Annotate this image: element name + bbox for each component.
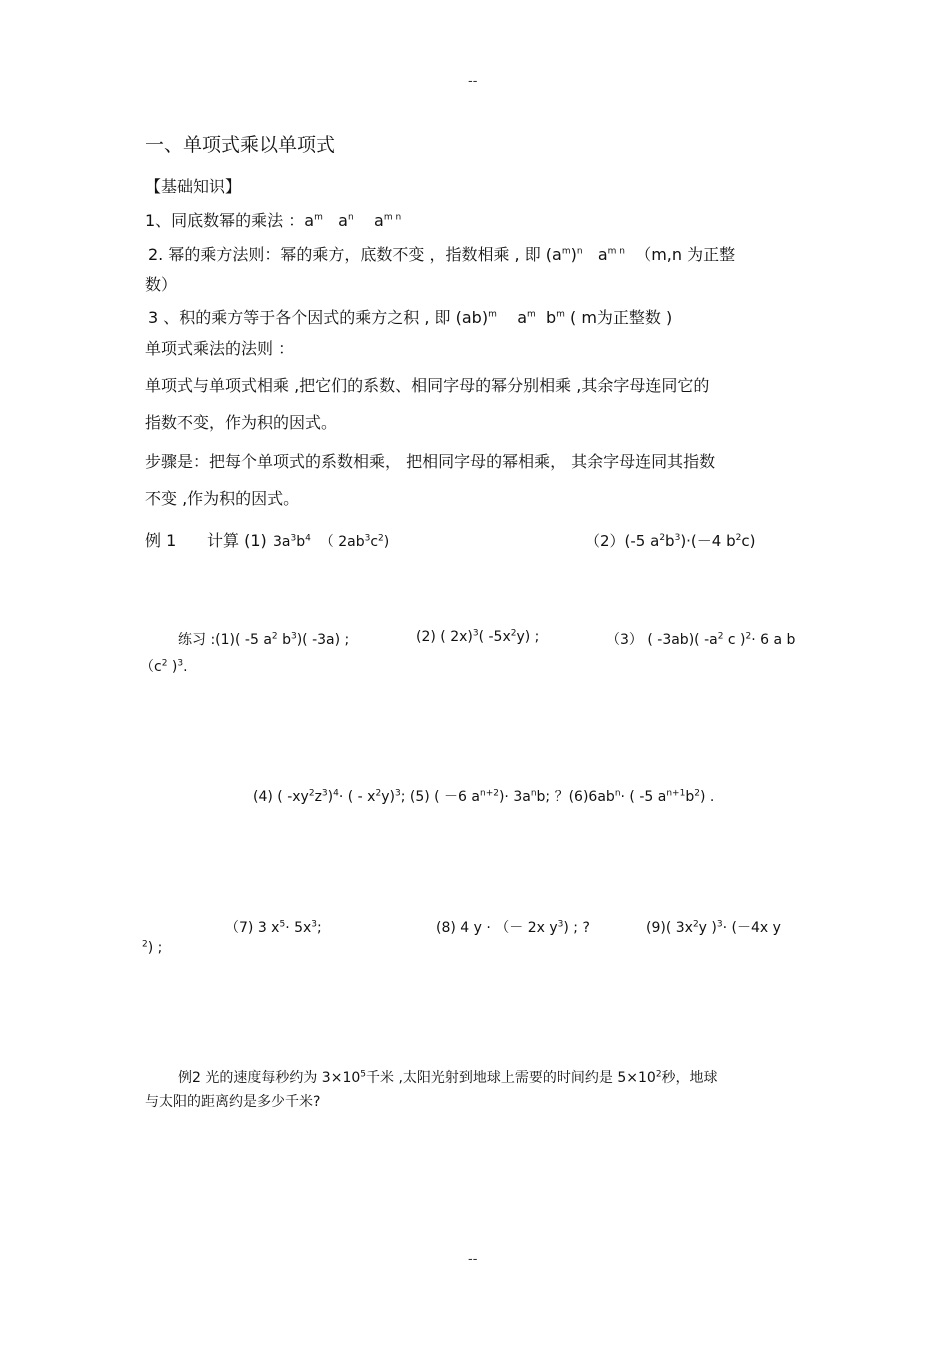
section-title: 一、单项式乘以单项式 (145, 134, 336, 156)
rule-3: 3 、积的乘方等于各个因式的乘方之积 , 即 (ab)$^m$ $a^m$ $b^m$ ( m为正整数 ) (148, 308, 673, 327)
rule-1: 1、同底数幂的乘法 ：$a^m$ $a^n$ $a^{m n}$ (145, 211, 402, 230)
law-text-line-2: 指数不变，作为积的因式。 (145, 413, 338, 432)
basic-knowledge-heading: 【基础知识】 (145, 177, 242, 196)
practice-3: （3） ( -3ab)( $-a^2$ c )$^2$· 6 a b (606, 631, 796, 648)
practice-3-continued: （$c^2$ )$^3$. (140, 658, 188, 675)
example-1-expr-2: （2）(-5 $a^2b^3)\cdot(-4$ $b^2c$) (585, 532, 756, 550)
rule-2-continued: 数） (145, 275, 178, 294)
steps-text-line-1: 步骤是：把每个单项式的系数相乘， 把相同字母的幂相乘， 其余字母连同其指数 (145, 452, 716, 471)
practice-9-continued: $^2$) ; (142, 939, 163, 956)
steps-text-line-2: 不变 ,作为积的因式。 (145, 489, 300, 508)
practice-9: (9)( $3x^2y$ )$^3$· (－4x y (646, 919, 781, 936)
practice-2: (2) ( 2x)$^3$( $-5x^2y$) ; (416, 628, 540, 645)
example-1-calc: 计算 (1) (207, 531, 267, 550)
law-heading: 单项式乘法的法则 ： (145, 339, 295, 358)
rule-2: 2. 幂的乘方法则：幂的乘方，底数不变 ，指数相乘 , 即 $(a^m)^n$ $a^{m n}$ （m,n 为正整 (148, 245, 736, 264)
practice-4-6: (4) ( $-xy^2z^3)^4\cdot$ ( - $x^2y)^3$; (5) ( －6 $a^{n+2})\cdot 3a^nb$; ？$(6)6ab^n\cdot$ ( -5 $a^{n+1}b^2$) . (253, 788, 715, 805)
example-1-expr-1: $3a^3b^4$ （ $2ab^3c^2$) (273, 533, 390, 550)
practice-8: (8) 4 y · （－ 2x $y^3$) ; ? (436, 919, 590, 936)
header-mark: -- (468, 74, 478, 89)
example-2-line-1: 例2 光的速度每秒约为 $3\times 10^5$千米 ,太阳光射到地球上需要的时间约是 $5\times 10^2$秒，地球 (178, 1069, 718, 1086)
example-1-label: 例 1 (145, 531, 177, 550)
practice-7: （7) 3 $x^5\cdot 5x^3$; (225, 919, 322, 936)
practice-1: 练习 :(1)( -5 $a^2$ $b^3$)( -3a) ; (178, 631, 350, 648)
example-2-line-2: 与太阳的距离约是多少千米? (145, 1094, 321, 1110)
footer-mark: -- (468, 1252, 478, 1267)
law-text-line-1: 单项式与单项式相乘 ,把它们的系数、相同字母的幂分别相乘 ,其余字母连同它的 (145, 376, 710, 395)
